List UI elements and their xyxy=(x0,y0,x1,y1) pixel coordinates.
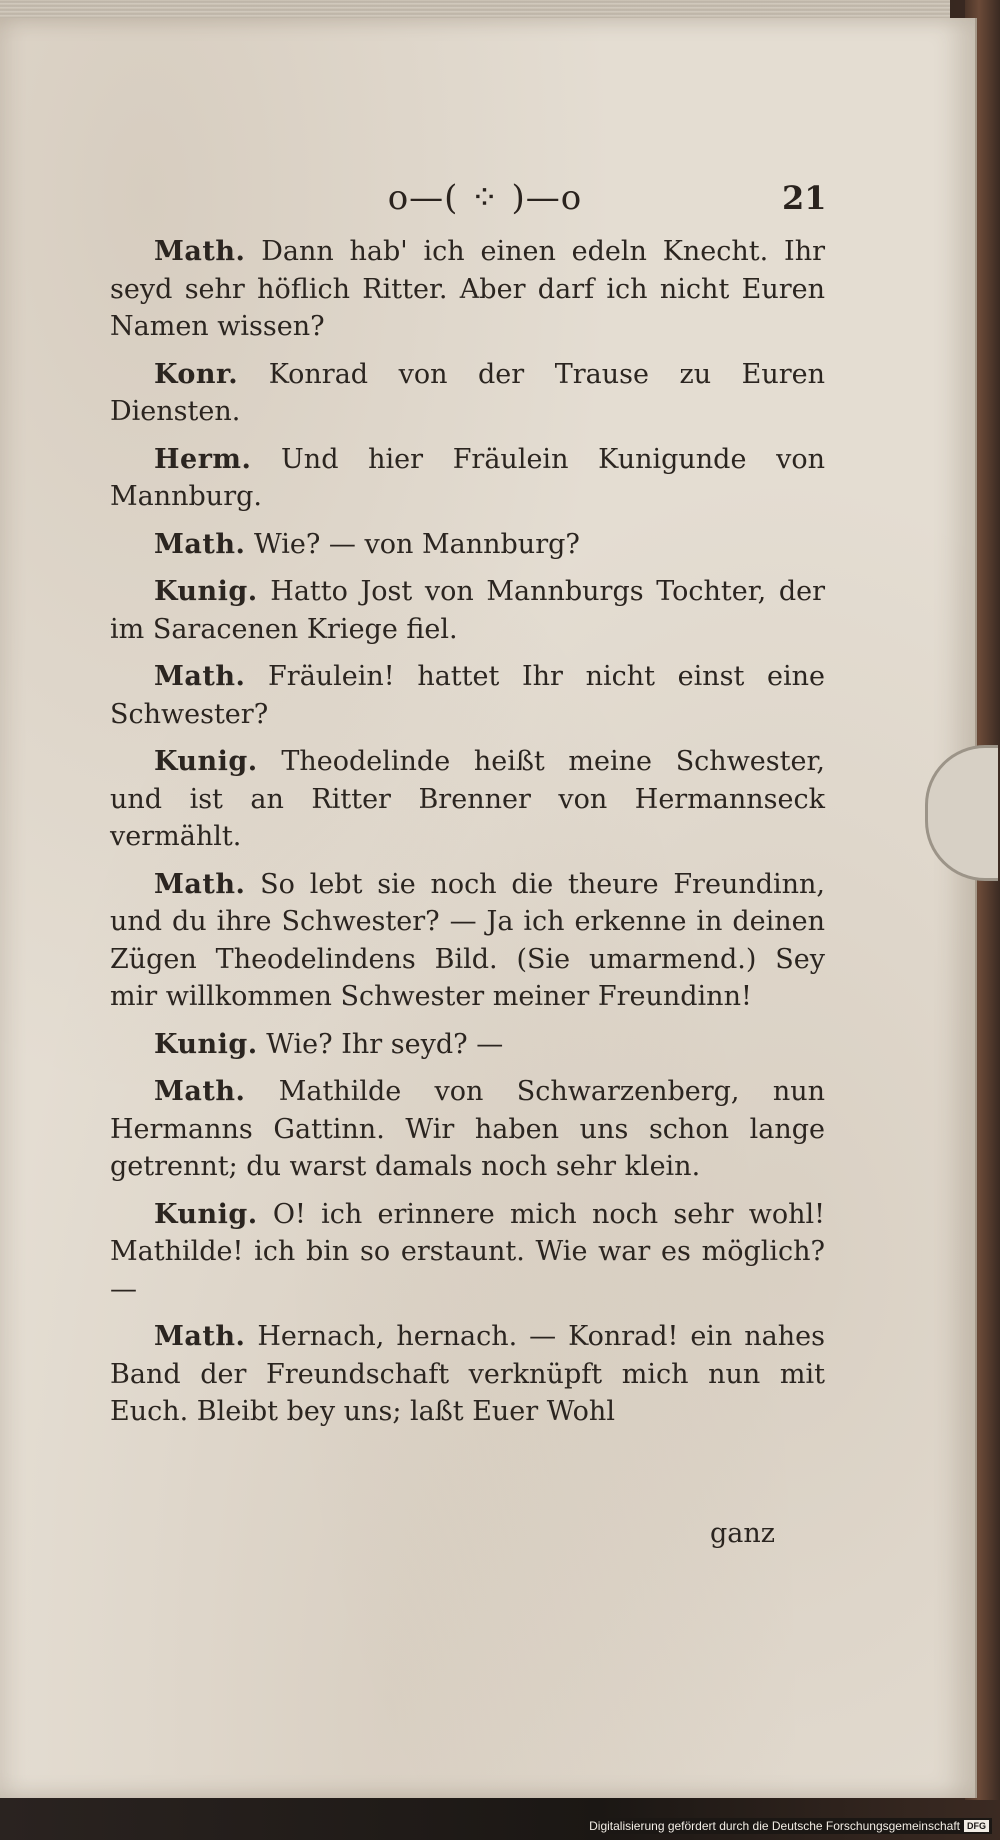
dialogue-line xyxy=(110,1026,825,1064)
speaker-name: Math. xyxy=(154,528,246,560)
speaker-name: Konr. xyxy=(154,358,239,390)
dialogue-line xyxy=(110,866,825,1016)
catch-word: ganz xyxy=(710,1518,775,1549)
dialogue-content: Hernach, hernach. — Konrad! ein nahes Band der Freundschaft verknüpft mich nun mit Euch. Bleibt bey uns; laßt Euer Wohl xyxy=(110,1321,825,1427)
dialogue-content: Theodelinde heißt meine Schwester, und ist an Ritter Brenner von Hermannseck vermählt. xyxy=(110,746,825,852)
dialogue-content: O! ich erinnere mich noch sehr wohl! Mathilde! ich bin so erstaunt. Wie war es möglich? — xyxy=(110,1198,825,1305)
book-page xyxy=(0,18,977,1798)
dialogue-content: Mathilde von Schwarzenberg, nun Hermanns Gattinn. Wir haben uns schon lange getrennt; du warst damals noch sehr klein. xyxy=(110,1076,825,1182)
dialogue-line xyxy=(110,233,825,346)
dialogue-text xyxy=(110,233,825,1441)
dialogue-line xyxy=(110,356,825,431)
speaker-name: Kunig. xyxy=(154,576,258,607)
dfg-logo: DFG xyxy=(964,1820,989,1832)
dialogue-content: Fräulein! hattet Ihr nicht einst eine Schwester? xyxy=(110,661,825,730)
digitization-credit xyxy=(586,1818,992,1834)
speaker-name: Math. xyxy=(154,1321,246,1352)
dialogue-content: Und hier Fräulein Kunigunde von Mannburg. xyxy=(110,443,825,512)
dialogue-content: Konrad von der Trause zu Euren Diensten. xyxy=(110,358,825,427)
page-header xyxy=(0,176,975,220)
speaker-name: Kunig. xyxy=(154,1198,258,1230)
credit-text: Digitalisierung gefördert durch die Deutsche Forschungsgemeinschaft xyxy=(589,1819,960,1833)
speaker-name: Herm. xyxy=(154,443,252,475)
dialogue-line xyxy=(110,658,825,733)
speaker-name: Math. xyxy=(154,661,246,692)
dialogue-content: So lebt sie noch die theure Freundinn, und du ihre Schwester? — Ja ich erkenne in deinen Zügen Theodelindens Bild. (Sie umarmend.) Sey mir willkommen Schwester meiner Freundinn! xyxy=(110,868,825,1012)
dialogue-line xyxy=(110,1196,825,1309)
dialogue-content: Dann hab' ich einen edeln Knecht. Ihr seyd sehr höflich Ritter. Aber darf ich nicht Euren Namen wissen? xyxy=(110,236,825,342)
dialogue-content: Hatto Jost von Mannburgs Tochter, der im Saracenen Kriege fiel. xyxy=(110,576,825,645)
dialogue-line xyxy=(110,573,825,648)
dialogue-content: Wie? Ihr seyd? — xyxy=(266,1028,504,1060)
dialogue-content: Wie? — von Mannburg? xyxy=(253,528,580,560)
dialogue-line xyxy=(110,1073,825,1186)
header-ornament: o—( ⁘ )—o xyxy=(387,178,583,218)
dialogue-line xyxy=(110,1318,825,1431)
speaker-name: Kunig. xyxy=(154,1028,258,1060)
speaker-name: Math. xyxy=(154,868,246,900)
dialogue-line xyxy=(110,743,825,856)
speaker-name: Math. xyxy=(154,1076,246,1107)
speaker-name: Math. xyxy=(154,236,246,267)
dialogue-line xyxy=(110,526,825,564)
page-number: 21 xyxy=(782,179,827,217)
dialogue-line xyxy=(110,441,825,516)
speaker-name: Kunig. xyxy=(154,746,258,777)
